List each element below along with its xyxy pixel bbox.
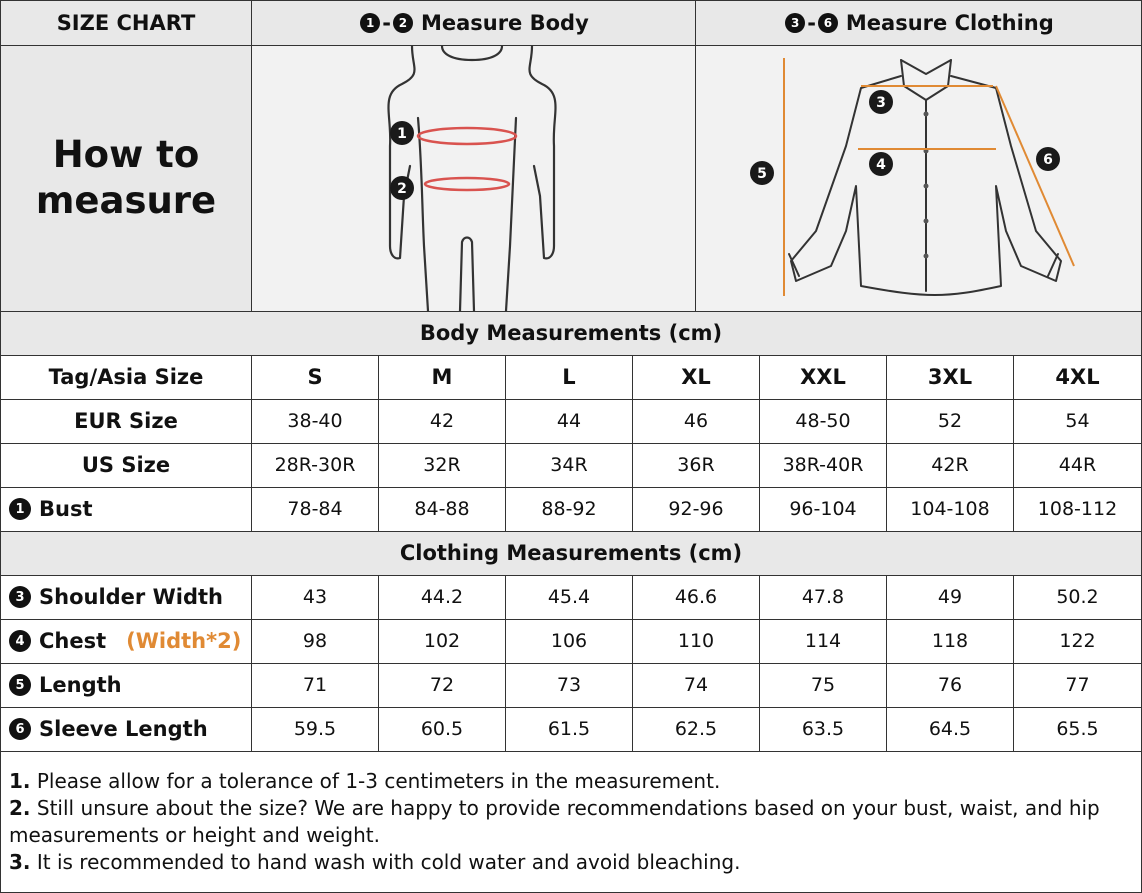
table-cell: 38-40 [287,410,343,432]
svg-text:6: 6 [1043,152,1053,168]
table-cell: 92-96 [668,498,724,520]
row-label: Sleeve Length [39,717,208,741]
divider [251,1,252,311]
table-cell: 108-112 [1037,498,1118,520]
shoulder-width-label [1,575,251,619]
table-cell: 98 [302,630,328,652]
body-measurements-title: Body Measurements (cm) [419,321,723,345]
measure-body-label: Measure Body [420,11,589,35]
divider [378,575,379,751]
divider [1013,355,1014,531]
measure-clothing-header: 3 - 6 Measure Clothing [696,1,1141,45]
table-cell: 50.2 [1056,586,1099,608]
marker-2-icon [390,176,414,200]
table-cell: 114 [804,630,842,652]
marker-6-icon [1036,147,1060,171]
note-item: 2. Still unsure about the size? We are happy to provide recommendations based on your bust, waist, and hip measurements or height and weight. [9,796,1100,847]
table-cell: 78-84 [287,498,343,520]
divider [505,575,506,751]
divider [251,355,252,531]
svg-text:3: 3 [876,95,886,111]
body-outline-icon [252,46,695,311]
shirt-outline-icon [696,46,1141,311]
marker-icon: 2 [393,13,413,33]
clothing-measurements-title: Clothing Measurements (cm) [399,541,743,565]
table-cell: 32R [423,454,461,476]
row-label: Chest [39,629,107,653]
marker-1-icon [390,121,414,145]
divider [1013,575,1014,751]
table-cell: 96-104 [789,498,857,520]
table-cell: 64.5 [928,718,972,740]
svg-text:4: 4 [876,157,886,173]
chest-note: (Width*2) [126,629,242,653]
table-cell: 61.5 [547,718,591,740]
svg-text:2: 2 [397,181,407,197]
table-cell: 42 [429,410,455,432]
size-header: XL [681,365,711,389]
table-cell: 47.8 [801,586,845,608]
size-header: S [307,365,323,389]
marker-4-icon [869,152,893,176]
how-to-measure [1,45,251,311]
notes-section [1,752,1141,892]
chest-label [1,619,251,663]
divider [1,399,1141,400]
divider [1,575,1141,576]
table-cell: 45.4 [547,586,591,608]
size-header: 3XL [927,365,973,389]
bust-label [1,487,251,531]
divider [1,531,1141,532]
tag-size-label: Tag/Asia Size [48,365,204,389]
table-cell: 52 [937,410,963,432]
divider [1,619,1141,620]
size-chart-title: SIZE CHART [56,11,196,35]
table-cell: 104-108 [910,498,990,520]
marker-5-icon [750,161,774,185]
marker-6-icon: 6 [9,718,31,740]
us-size-label: US Size [81,453,171,477]
table-cell: 62.5 [674,718,718,740]
how-to-line1: How to [52,133,200,176]
svg-text:1: 1 [397,126,407,142]
size-header: XXL [800,365,846,389]
marker-4-icon: 4 [9,630,31,652]
table-cell: 49 [937,586,963,608]
table-cell: 72 [429,674,455,696]
table-cell: 122 [1059,630,1096,652]
marker-3-icon: 3 [9,586,31,608]
measure-body-header: 1 - 2 Measure Body [252,1,695,45]
table-cell: 36R [677,454,715,476]
table-cell: 65.5 [1056,718,1099,740]
divider [759,575,760,751]
table-cell: 71 [302,674,328,696]
table-cell: 73 [556,674,582,696]
how-to-line2: measure [35,179,217,222]
row-label: Length [39,673,122,697]
marker-icon: 1 [360,13,380,33]
table-cell: 118 [931,630,969,652]
marker-3-icon [869,90,893,114]
table-cell: 42R [931,454,969,476]
divider [505,355,506,531]
divider [1,707,1141,708]
svg-text:5: 5 [757,166,767,182]
table-cell: 54 [1065,410,1090,432]
table-cell: 102 [423,630,461,652]
marker-icon: 6 [818,13,838,33]
table-cell: 38R-40R [782,454,864,476]
size-header: M [431,365,453,389]
marker-icon: 3 [785,13,805,33]
table-cell: 44.2 [420,586,464,608]
table-cell: 34R [550,454,588,476]
table-cell: 88-92 [541,498,597,520]
divider [886,575,887,751]
divider [886,355,887,531]
table-cell: 110 [677,630,715,652]
table-cell: 84-88 [414,498,470,520]
measure-clothing-label: Measure Clothing [845,11,1054,35]
table-cell: 28R-30R [274,454,356,476]
table-cell: 46.6 [674,586,718,608]
size-header: 4XL [1055,365,1100,389]
table-cell: 48-50 [795,410,851,432]
table-cell: 59.5 [293,718,337,740]
marker-5-icon: 5 [9,674,31,696]
divider [1,45,1141,46]
row-label: Shoulder Width [39,585,223,609]
divider [1,487,1141,488]
length-label [1,663,251,707]
divider [1,443,1141,444]
table-cell: 75 [810,674,836,696]
row-label: Bust [39,497,93,521]
table-cell: 63.5 [801,718,845,740]
note-item: 1. Please allow for a tolerance of 1-3 centimeters in the measurement. [9,769,721,793]
divider [759,355,760,531]
size-header: L [562,365,576,389]
divider [632,355,633,531]
divider [1,311,1141,312]
divider [1,663,1141,664]
table-cell: 46 [683,410,709,432]
table-cell: 43 [302,586,328,608]
table-cell: 44R [1058,454,1097,476]
divider [1,355,1141,356]
marker-1-icon: 1 [9,498,31,520]
table-cell: 74 [683,674,709,696]
divider [378,355,379,531]
divider [251,575,252,751]
divider [695,1,696,311]
divider [632,575,633,751]
table-cell: 77 [1065,674,1090,696]
table-cell: 60.5 [420,718,464,740]
sleeve-length-label [1,707,251,751]
note-item: 3. It is recommended to hand wash with cold water and avoid bleaching. [9,850,741,874]
table-cell: 76 [937,674,963,696]
table-cell: 106 [550,630,588,652]
table-cell: 44 [556,410,582,432]
eur-size-label: EUR Size [74,409,178,433]
